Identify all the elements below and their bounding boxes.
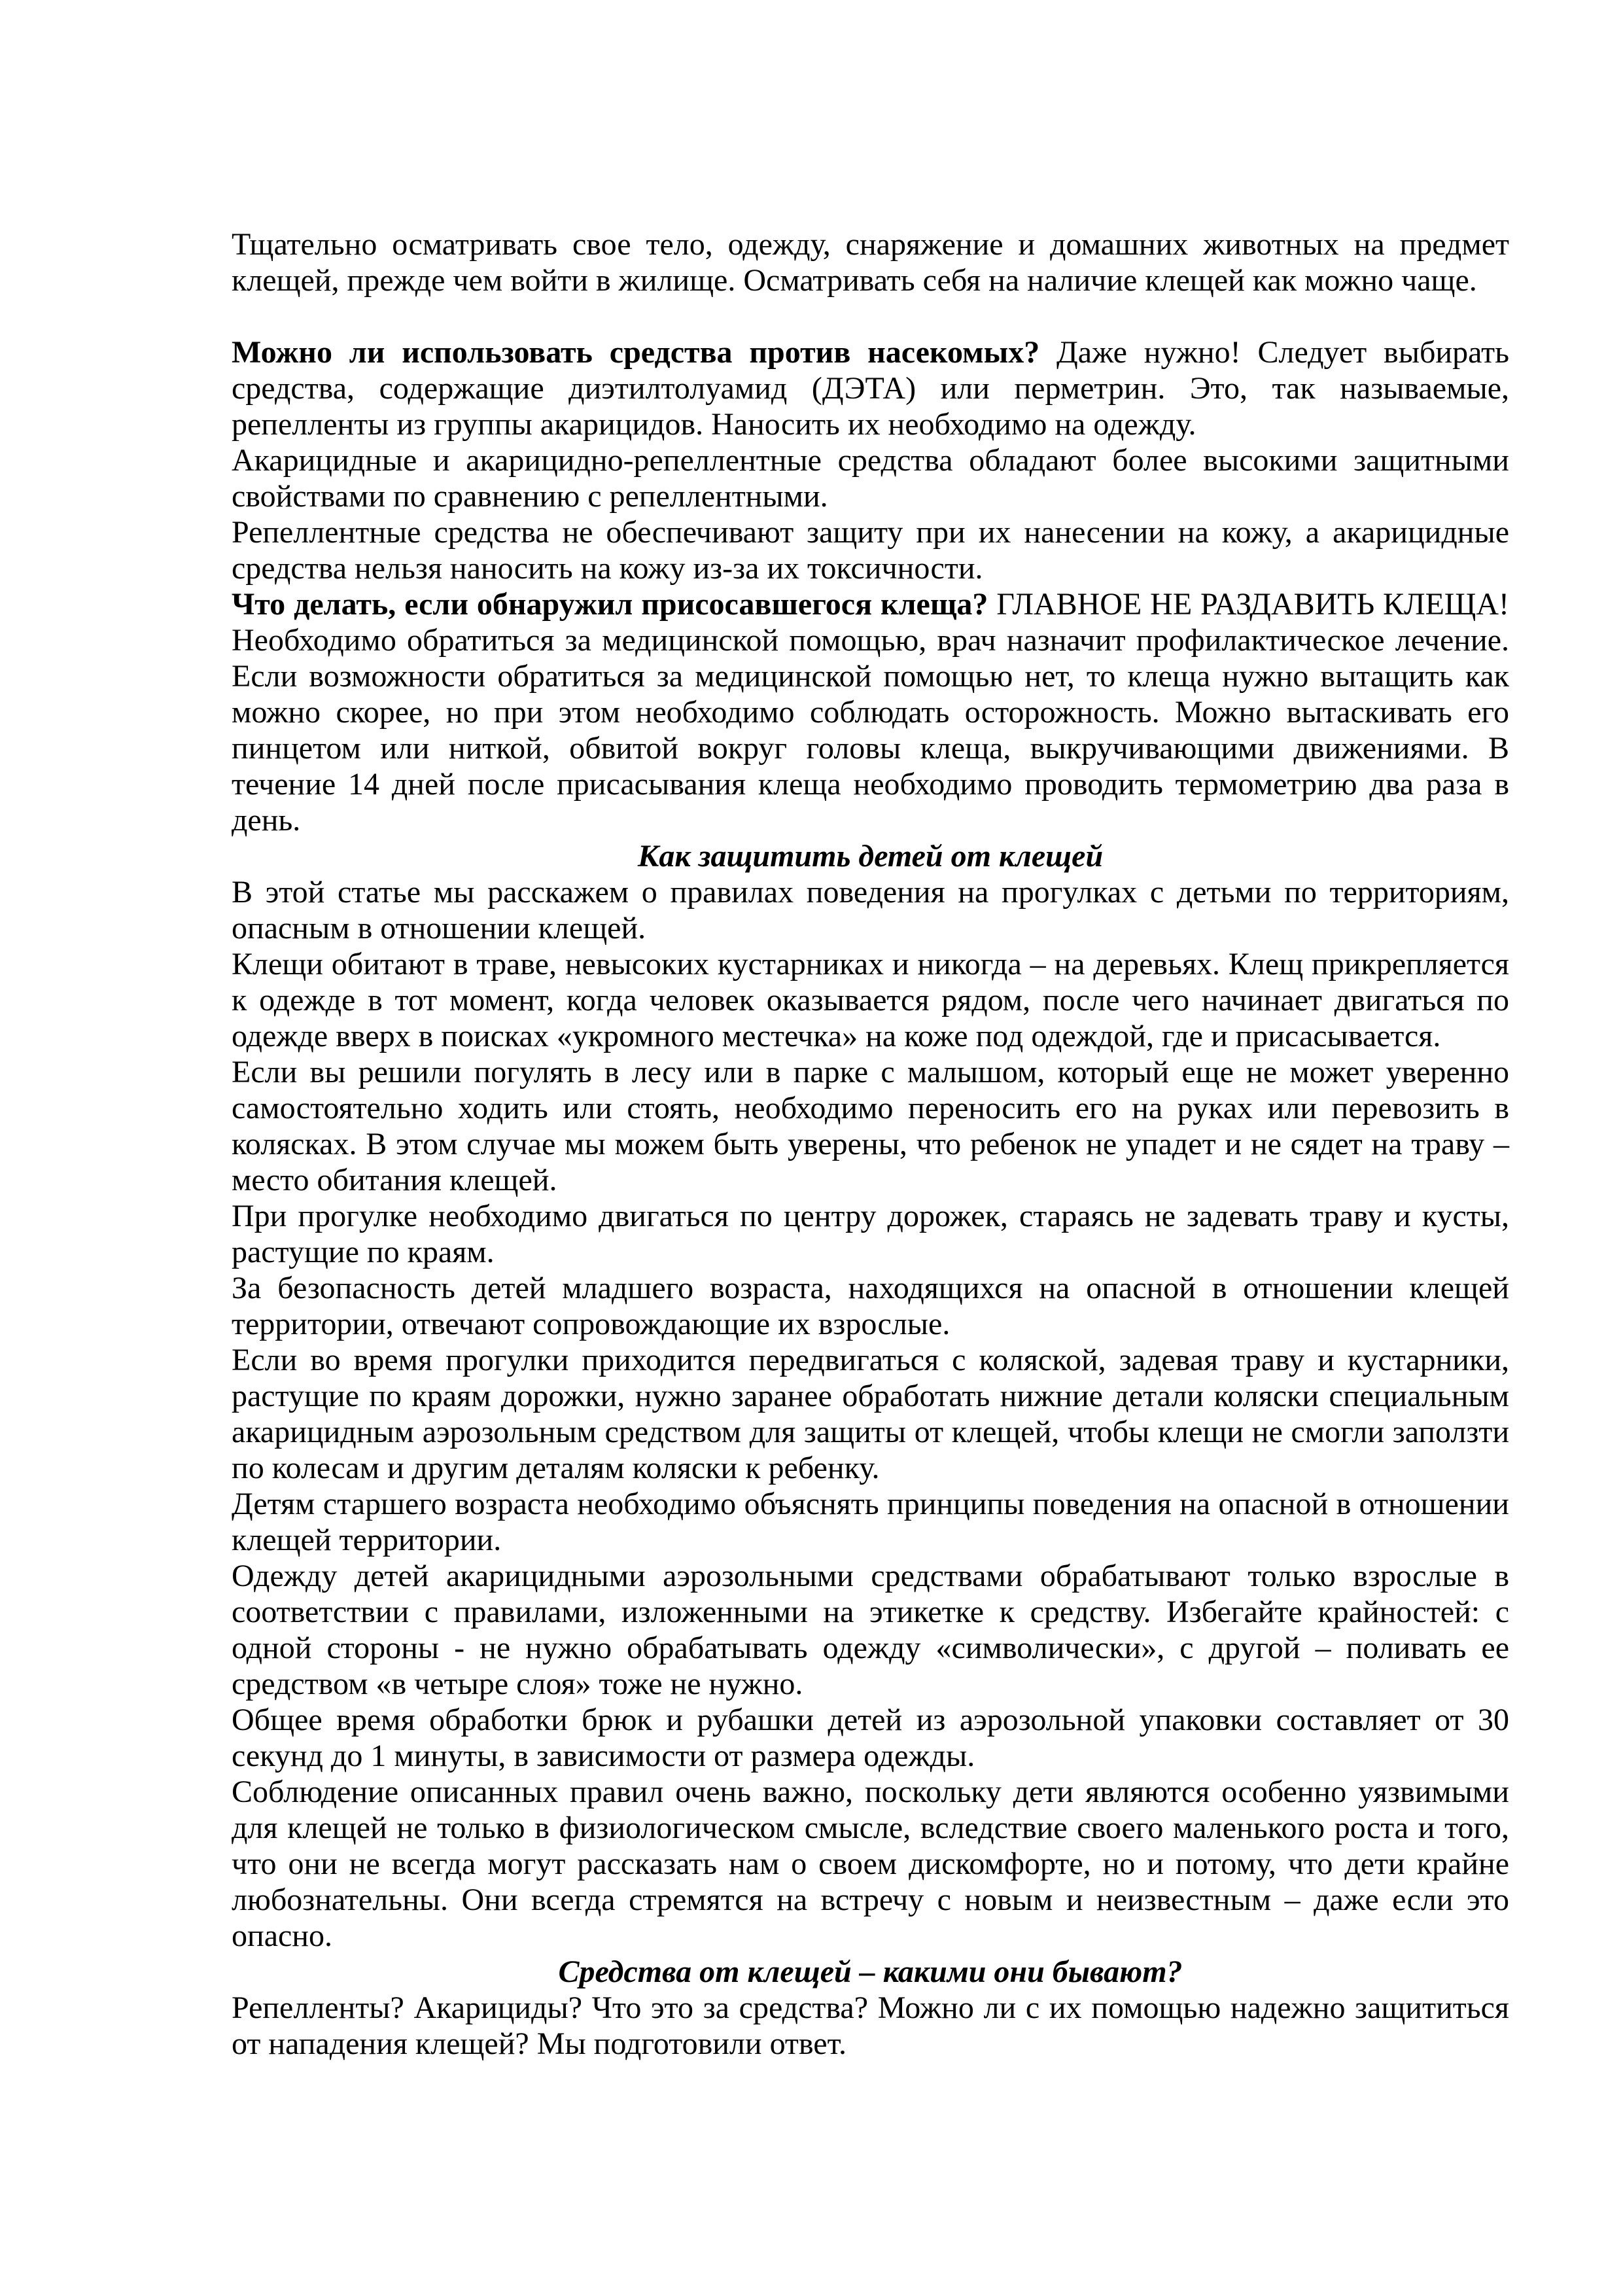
- paragraph-text: Если вы решили погулять в лесу или в парке с малышом, который еще не может уверенно самостоятельно ходить или стоять, необходимо переносить его на руках или перевозить в колясках. В этом случае мы можем быть уверены, что ребенок не упадет и не сядет на траву – место обитания клещей.: [232, 1055, 1509, 1197]
- section-heading: Средства от клещей – какими они бывают?: [558, 1954, 1183, 1989]
- paragraph-text: Одежду детей акарицидными аэрозольными средствами обрабатывают только взрослые в соответствии с правилами, изложенными на этикетке к средству. Избегайте крайностей: с одной стороны - не нужно обрабатывать одежду «символически», с другой – поливать ее средством «в четыре слоя» тоже не нужно.: [232, 1559, 1509, 1701]
- paragraph-text: Общее время обработки брюк и рубашки детей из аэрозольной упаковки составляет от 30 секунд до 1 минуты, в зависимости от размера одежды.: [232, 1703, 1509, 1773]
- document-text-block: [232, 226, 1509, 2062]
- section-heading: Как защитить детей от клещей: [637, 839, 1104, 874]
- body-paragraph: [232, 442, 1509, 514]
- paragraph-text: В этой статье мы расскажем о правилах поведения на прогулках с детьми по территориям, опасным в отношении клещей.: [232, 875, 1509, 945]
- body-paragraph: [232, 1702, 1509, 1774]
- body-paragraph: [232, 1054, 1509, 1198]
- paragraph-text: Репелленты? Акарициды? Что это за средства? Можно ли с их помощью надежно защититься от нападения клещей? Мы подготовили ответ.: [232, 1990, 1509, 2061]
- blank-line: [232, 298, 1509, 334]
- paragraph-text: При прогулке необходимо двигаться по центру дорожек, стараясь не задевать траву и кусты, растущие по краям.: [232, 1199, 1509, 1269]
- body-paragraph: [232, 1270, 1509, 1342]
- paragraph-text: ГЛАВНОЕ НЕ РАЗДАВИТЬ КЛЕЩА! Необходимо обратиться за медицинской помощью, врач назначит профилактическое лечение. Если возможности обратиться за медицинской помощью нет, то клеща нужно вытащить как можно скорее, но при этом необходимо соблюдать осторожность. Можно вытаскивать его пинцетом или ниткой, обвитой вокруг головы клеща, выкручивающими движениями. В течение 14 дней после присасывания клеща необходимо проводить термометрию два раза в день.: [232, 587, 1509, 838]
- paragraph-text: Детям старшего возраста необходимо объяснять принципы поведения на опасной в отношении клещей территории.: [232, 1487, 1509, 1557]
- bold-lead: Можно ли использовать средства против насекомых?: [232, 335, 1040, 370]
- body-paragraph: [232, 334, 1509, 442]
- paragraph-text: Если во время прогулки приходится передвигаться с коляской, задевая траву и кустарники, растущие по краям дорожки, нужно заранее обработать нижние детали коляски специальным акарицидным аэрозольным средством для защиты от клещей, чтобы клещи не смогли заползти по колесам и другим деталям коляски к ребенку.: [232, 1343, 1509, 1485]
- body-paragraph: [232, 946, 1509, 1054]
- paragraph-text: Клещи обитают в траве, невысоких кустарниках и никогда – на деревьях. Клещ прикрепляется к одежде в тот момент, когда человек оказывается рядом, после чего начинает двигаться по одежде вверх в поисках «укромного местечка» на коже под одеждой, где и присасывается.: [232, 947, 1509, 1053]
- paragraph-text: Даже нужно! Следует выбирать средства, содержащие диэтилтолуамид (ДЭТА) или перметрин. Это, так называемые, репелленты из группы акарицидов. Наносить их необходимо на одежду.: [232, 335, 1509, 442]
- body-paragraph: [232, 1342, 1509, 1486]
- body-paragraph: [232, 514, 1509, 586]
- body-paragraph: [232, 1558, 1509, 1702]
- body-paragraph: [232, 1774, 1509, 1954]
- bold-lead: Что делать, если обнаружил присосавшегося клеща?: [232, 587, 988, 622]
- body-paragraph: [232, 1198, 1509, 1270]
- body-paragraph: [232, 586, 1509, 838]
- body-paragraph: [232, 226, 1509, 298]
- body-paragraph: [232, 1990, 1509, 2062]
- paragraph-text: Соблюдение описанных правил очень важно, поскольку дети являются особенно уязвимыми для клещей не только в физиологическом смысле, вследствие своего маленького роста и того, что они не всегда могут рассказать нам о своем дискомфорте, но и потому, что дети крайне любознательны. Они всегда стремятся на встречу с новым и неизвестным – даже если это опасно.: [232, 1775, 1509, 1953]
- paragraph-text: За безопасность детей младшего возраста, находящихся на опасной в отношении клещей территории, отвечают сопровождающие их взрослые.: [232, 1271, 1509, 1341]
- paragraph-text: Тщательно осматривать свое тело, одежду, снаряжение и домашних животных на предмет клещей, прежде чем войти в жилище. Осматривать себя на наличие клещей как можно чаще.: [232, 227, 1509, 298]
- body-paragraph: [232, 1486, 1509, 1558]
- paragraph-text: Акарицидные и акарицидно-репеллентные средства обладают более высокими защитными свойствами по сравнению с репеллентными.: [232, 443, 1509, 514]
- body-paragraph: [232, 874, 1509, 946]
- paragraph-text: Репеллентные средства не обеспечивают защиту при их нанесении на кожу, а акарицидные средства нельзя наносить на кожу из-за их токсичности.: [232, 515, 1509, 586]
